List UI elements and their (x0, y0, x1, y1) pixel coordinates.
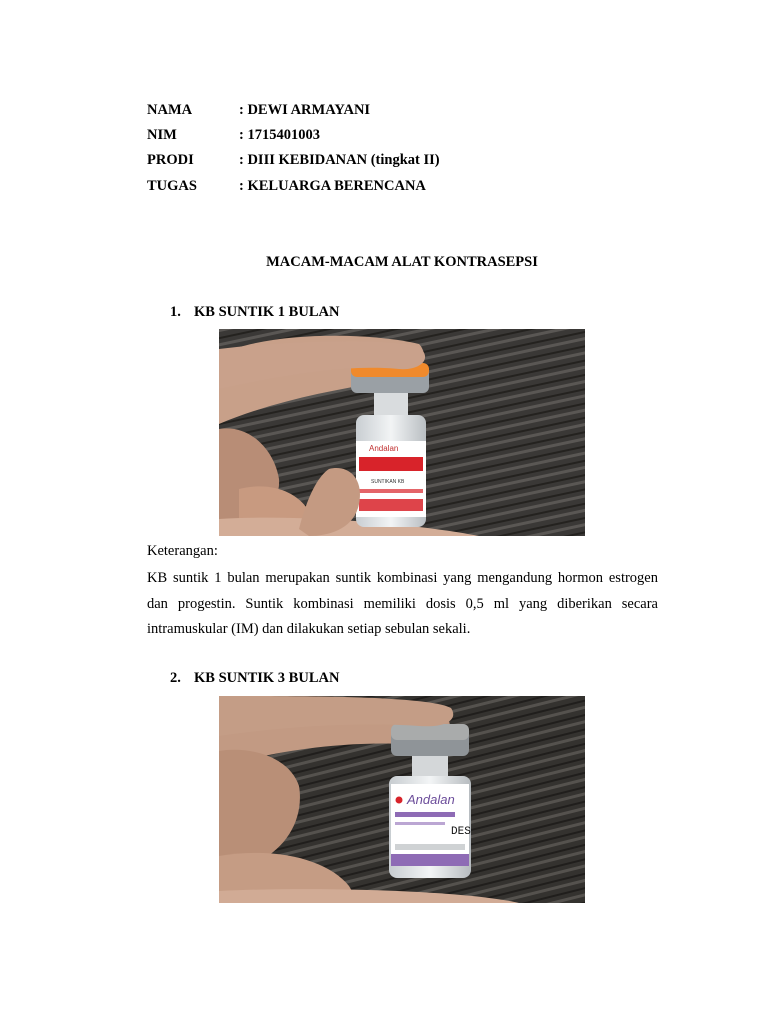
nama-label: NAMA (147, 102, 193, 118)
section-1-number: 1. (170, 304, 181, 320)
vial-2-label-text: DES (451, 826, 471, 838)
nim-value: : 1715401003 (239, 127, 320, 143)
section-2-title: KB SUNTIK 3 BULAN (194, 670, 340, 686)
keterangan-paragraph (147, 566, 658, 643)
vial-1-label-text: SUNTIKAN KB (371, 479, 405, 485)
identity-tugas-row (147, 178, 426, 195)
vial-photo-1 (219, 329, 585, 536)
prodi-label: PRODI (147, 152, 194, 168)
vial-2-brand: Andalan (407, 792, 455, 807)
section-1-title: KB SUNTIK 1 BULAN (194, 304, 340, 320)
vial-photo-2-drawing (219, 696, 585, 903)
section-1-heading (170, 304, 339, 321)
identity-nim-row (147, 127, 320, 144)
document-title: MACAM-MACAM ALAT KONTRASEPSI (266, 254, 538, 270)
vial-2-band (391, 854, 469, 866)
section-2-heading (170, 670, 339, 687)
vial-photo-2 (219, 696, 585, 903)
keterangan-label: Keterangan: (147, 543, 218, 559)
nim-label: NIM (147, 127, 177, 143)
vial-photo-1-drawing (219, 329, 585, 536)
identity-nama-row (147, 102, 370, 119)
identity-prodi-row (147, 152, 440, 169)
section-2-number: 2. (170, 670, 181, 686)
vial-2-cap (391, 724, 469, 740)
vial-2-band-top (395, 812, 455, 817)
prodi-value: : DIII KEBIDANAN (tingkat II) (239, 152, 440, 168)
tugas-label: TUGAS (147, 178, 197, 194)
vial-1-band (359, 457, 423, 471)
nama-value: : DEWI ARMAYANI (239, 102, 371, 118)
tugas-value: : KELUARGA BERENCANA (239, 178, 426, 194)
vial-1-brand: Andalan (369, 444, 399, 453)
keterangan-text: KB suntik 1 bulan merupakan suntik kombinasi yang mengandung hormon estrogen dan progestin. Suntik kombinasi memiliki dosis 0,5 ml yang diberikan secara intramuskular (IM) dan dilakukan setiap sebulan sekali. (147, 570, 658, 637)
